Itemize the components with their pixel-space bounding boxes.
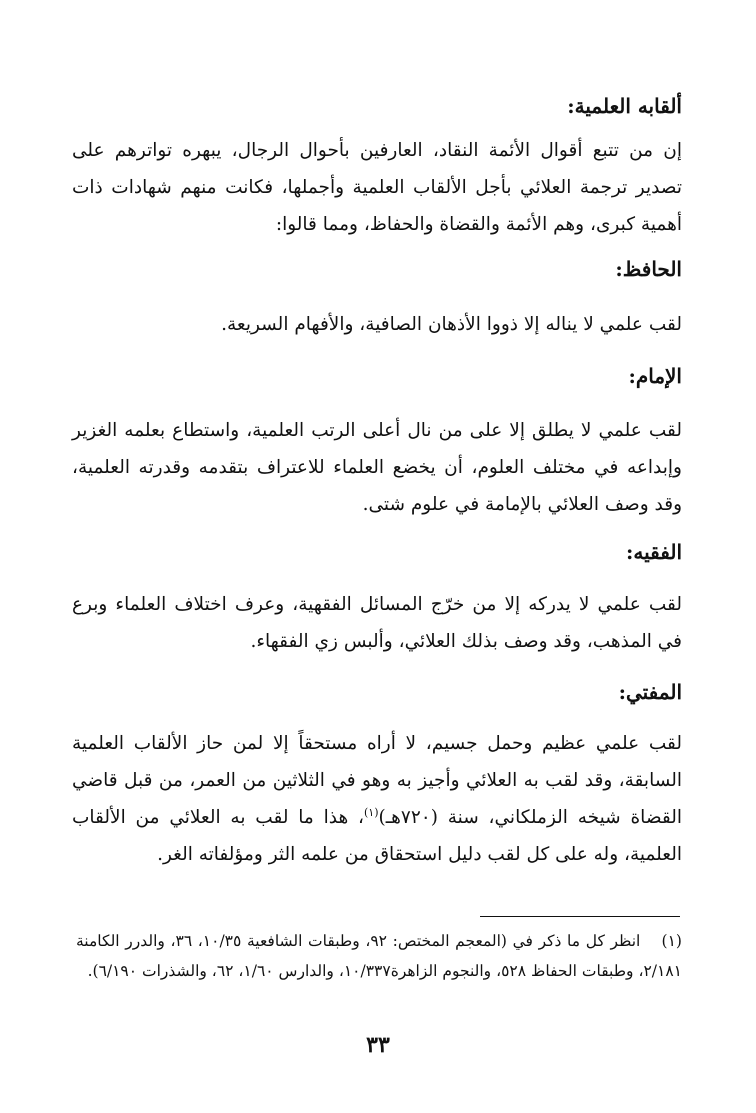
title-text-imam: لقب علمي لا يطلق إلا على من نال أعلى الرتب العلمية، واستطاع بعلمه الغزير وإبداعه في مختلف العلوم، أن يخضع العلماء للاعتراف بتقدمه وقدرته العلمية، وقد وصف العلائي بالإمامة في علوم شتى. <box>72 420 682 515</box>
mufti-text-part-1: لقب علمي عظيم وحمل جسيم، لا أراه مستحقاً إلا لمن حاز الألقاب العلمية السابقة، وقد لقب به العلائي وأجيز به وهو في الثلاثين من العمر، من قبل قاضي القضاة شيخه الزملكاني، سنة (٧٢٠هـ) <box>72 733 682 828</box>
title-text-mufti <box>72 725 682 873</box>
title-text-faqih: لقب علمي لا يدركه إلا من خرّج المسائل الفقهية، وعرف اختلاف العلماء وبرع في المذهب، وقد وصف بذلك العلائي، وألبس زي الفقهاء. <box>72 594 682 652</box>
intro-paragraph: إن من تتبع أقوال الأئمة النقاد، العارفين بأحوال الرجال، يبهره تواترهم على تصدير ترجمة العلائي بأجل الألقاب العلمية وأجملها، فكانت منهم شهادات ذات أهمية كبرى، وهم الأئمة والقضاة والحفاظ، ومما قالوا: <box>72 140 682 235</box>
footnote <box>76 926 682 986</box>
footnote-separator <box>480 916 680 917</box>
page-number: ٣٣ <box>366 1032 390 1058</box>
title-heading-hafiz: الحافظ: <box>615 257 682 281</box>
mufti-text-part-2: ، هذا ما لقب به العلائي من الألقاب العلمية، وله على كل لقب دليل استحقاق من علمه الثر ومؤلفاته الغر. <box>72 807 682 865</box>
title-heading-faqih: الفقيه: <box>625 540 682 564</box>
footnote-reference-mark[interactable]: (١) <box>363 805 379 819</box>
section-title: ألقابه العلمية: <box>567 94 682 118</box>
footnote-text: انظر كل ما ذكر في (المعجم المختص: ٩٢، وطبقات الشافعية ١٠/٣٥، ٣٦، والدرر الكامنة ٢/١٨١، وطبقات الحفاظ ٥٢٨، والنجوم الزاهرة١٠/٣٣٧، والدارس ١/٦٠، ٦٢، والشذرات ٦/١٩٠). <box>76 932 682 980</box>
title-heading-mufti: المفتي: <box>618 680 682 704</box>
title-text-hafiz: لقب علمي لا يناله إلا ذووا الأذهان الصافية، والأفهام السريعة. <box>221 314 682 335</box>
title-heading-imam: الإمام: <box>628 364 682 388</box>
footnote-number: (١) <box>661 932 682 950</box>
